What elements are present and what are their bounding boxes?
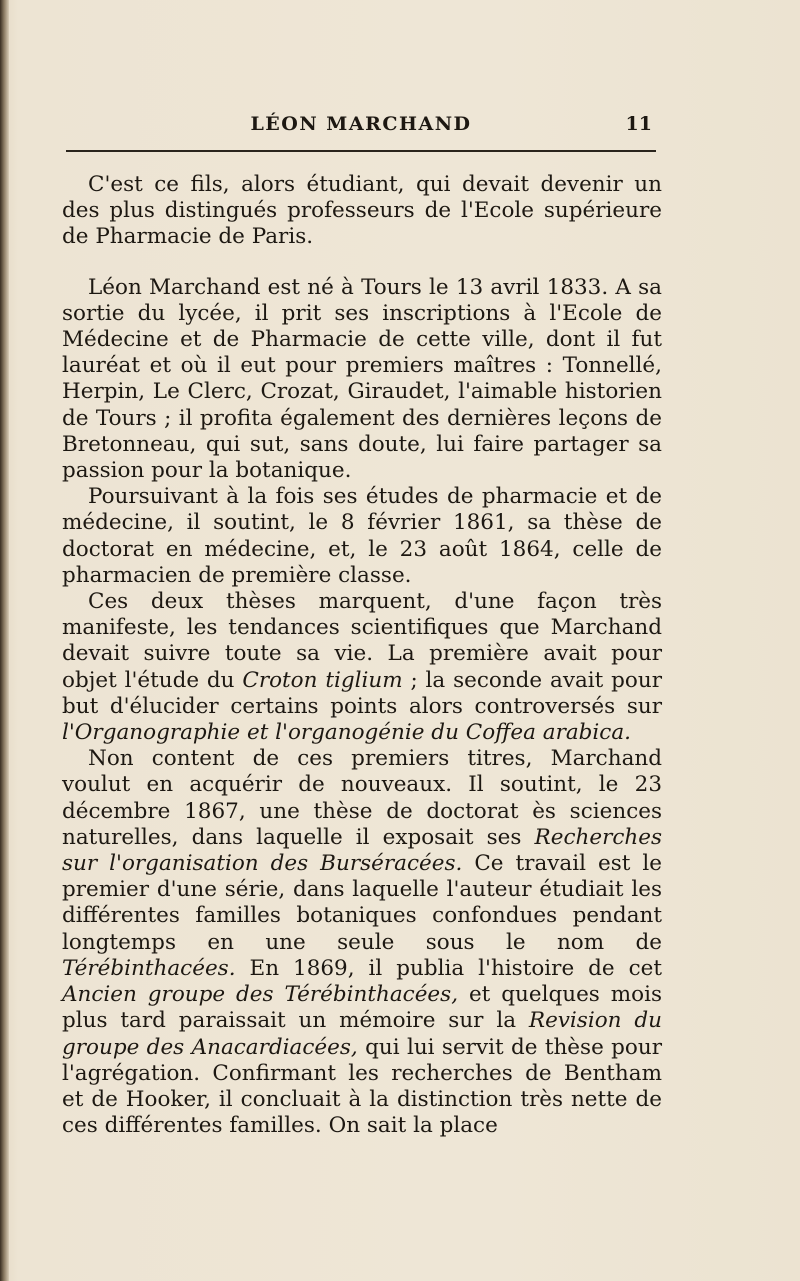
paragraph <box>62 172 662 251</box>
paragraph <box>62 746 662 1139</box>
text-run: qui lui servit de thèse pour l'agrégation. Confirmant les recherches de Bentham et de Hooker, il concluait à la distinction très nette de ces différentes familles. On sait la place <box>62 1034 662 1139</box>
page-number: 11 <box>625 113 652 135</box>
italic-text: Revision du groupe des Anacardiacées, <box>62 1008 662 1060</box>
text-run: ; la seconde avait pour but d'élucider certains points alors controversés sur <box>62 667 662 719</box>
text-run: Poursuivant à la fois ses études de pharmacie et de médecine, il soutint, le 8 février 1861, sa thèse de doctorat en médecine, et, le 23 août 1864, celle de pharmacien de première classe. <box>62 484 662 588</box>
italic-text: l'Organographie et l'organogénie du Coffea arabica. <box>62 720 632 746</box>
text-run: En 1869, il publia l'histoire de cet <box>235 955 662 981</box>
text-run: Ce travail est le premier d'une série, dans laquelle l'auteur étudiait les différentes familles botaniques confondues pendant longtemps en une seule sous le nom de <box>62 851 662 955</box>
italic-text: Croton tiglium <box>242 667 403 693</box>
page-edge-shadow <box>0 0 9 1281</box>
body-text <box>62 172 662 1139</box>
text-run: C'est ce fils, alors étudiant, qui devait devenir un des plus distingués professeurs de l'Ecole supérieure de Pharmacie de Paris. <box>62 172 662 250</box>
text-run: Non content de ces premiers titres, Marchand voulut en acquérir de nouveaux. Il soutint, le 23 décembre 1867, une thèse de doctorat ès sciences naturelles, dans laquelle il exposait ses <box>62 746 662 850</box>
text-run: Ces deux thèses marquent, d'une façon très manifeste, les tendances scientifiques que Marchand devait suivre toute sa vie. La première avait pour objet l'étude du <box>62 589 662 693</box>
italic-text: Recherches sur l'organisation des Burséracées. <box>62 824 662 877</box>
text-run: Léon Marchand est né à Tours le 13 avril 1833. A sa sortie du lycée, il prit ses inscriptions à l'Ecole de Médecine et de Pharmacie de cette ville, dont il fut lauréat et où il eut pour premiers maîtres : Tonnellé, Herpin, Le Clerc, Crozat, Giraudet, l'aimable historien de Tours ; il profita également des dernières leçons de Bretonneau, qui sut, sans doute, lui faire partager sa passion pour la botanique. <box>62 274 662 484</box>
text-run: et quelques mois plus tard paraissait un mémoire sur la <box>62 982 662 1034</box>
running-title: LÉON MARCHAND <box>250 113 472 135</box>
paragraph <box>62 484 662 589</box>
header-rule <box>66 150 656 152</box>
paragraph <box>62 589 662 746</box>
paragraph <box>62 275 662 485</box>
italic-text: Ancien groupe des Térébinthacées, <box>62 982 459 1008</box>
page-header <box>66 113 656 143</box>
italic-text: Térébinthacées. <box>62 955 236 981</box>
